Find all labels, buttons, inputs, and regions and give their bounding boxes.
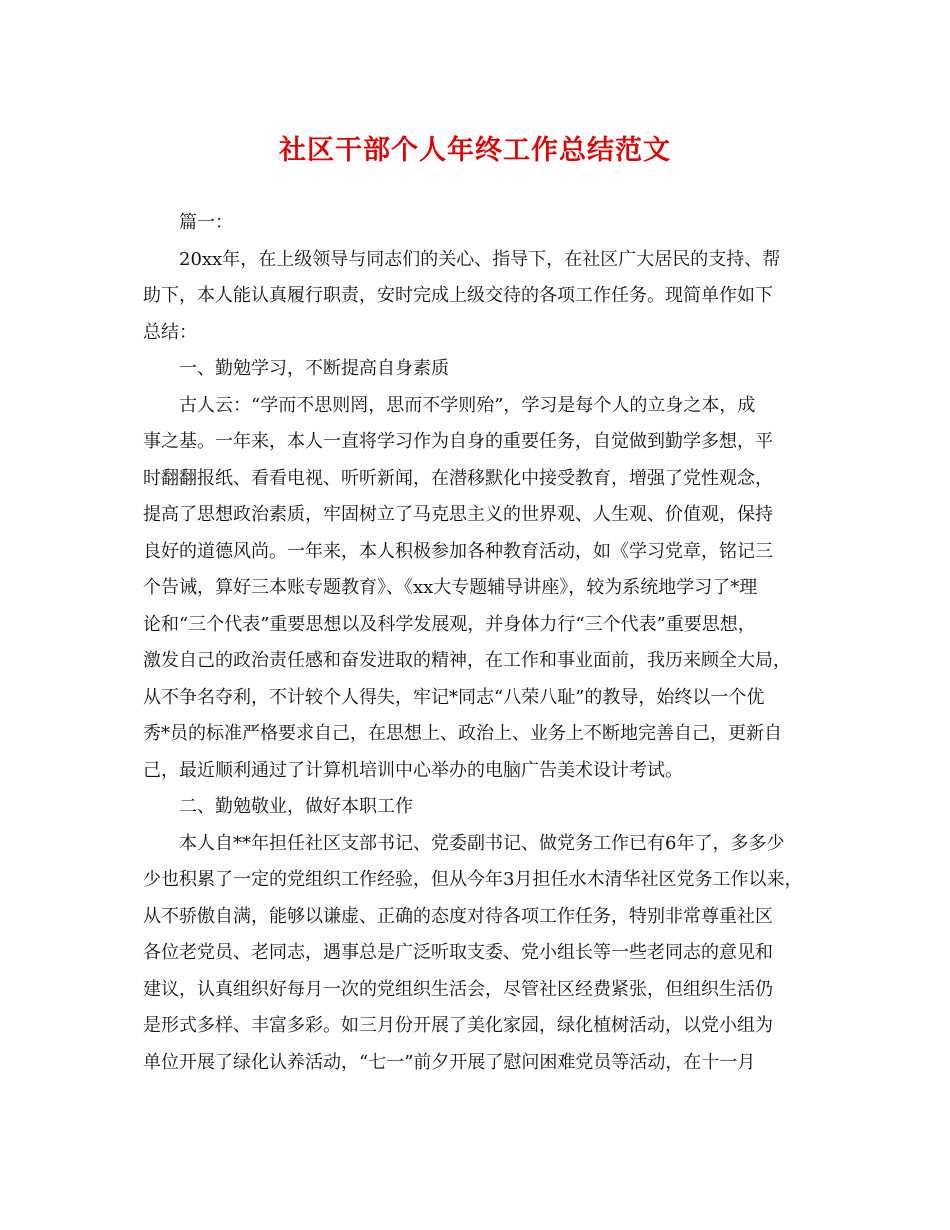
body-text-line: 提高了思想政治素质，牢固树立了马克思主义的世界观、人生观、价值观，保持 — [143, 504, 773, 525]
body-text-line: 从不骄傲自满，能够以谦虚、正确的态度对待各项工作任务，特别非常尊重社区 — [143, 905, 773, 927]
body-text-line: 本人自**年担任社区支部书记、党委副书记、做党务工作已有6年了，多多少 — [179, 832, 785, 854]
body-text-line: 各位老党员、老同志，遇事总是广泛听取支委、党小组长等一些老同志的意见和 — [143, 942, 773, 963]
body-text-line: 20xx年，在上级领导与同志们的关心、指导下，在社区广大居民的支持、帮 — [179, 248, 781, 270]
body-text-line: 秀*员的标准严格要求自己，在思想上、政治上、业务上不断地完善自己，更新自 — [143, 723, 782, 744]
body-text-line: 助下，本人能认真履行职责，安时完成上级交待的各项工作任务。现简单作如下 — [143, 285, 773, 306]
body-text-line: 古人云：“学而不思则罔，思而不学则殆”，学习是每个人的立身之本，成 — [179, 394, 756, 416]
body-text-line: 论和“三个代表”重要思想以及科学发展观，并身体力行“三个代表”重要思想， — [143, 613, 756, 635]
body-text-line: 从不争名夺利，不计较个人得失，牢记*同志“八荣八耻”的教导，始终以一个优 — [143, 686, 765, 708]
body-text-line: 激发自己的政治责任感和奋发进取的精神，在工作和事业面前，我历来顾全大局， — [143, 650, 791, 671]
body-text-line: 一、勤勉学习，不断提高自身素质 — [179, 358, 449, 379]
body-text-line: 良好的道德风尚。一年来，本人积极参加各种教育活动，如《学习党章，铭记三 — [143, 540, 773, 562]
body-text-line: 是形式多样、丰富多彩。如三月份开展了美化家园，绿化植树活动，以党小组为 — [143, 1015, 773, 1036]
document-title: 社区干部个人年终工作总结范文 — [279, 135, 671, 166]
body-text-line: 事之基。一年来，本人一直将学习作为自身的重要任务，自觉做到勤学多想，平 — [143, 431, 773, 452]
body-text-line: 个告诫，算好三本账专题教育》、《xx大专题辅导讲座》，较为系统地学习了*理 — [143, 577, 758, 598]
body-text-line: 单位开展了绿化认养活动，“七一”前夕开展了慰问困难党员等活动，在十一月 — [143, 1051, 756, 1073]
body-text-line: 总结： — [143, 321, 197, 343]
body-text-line: 时翻翻报纸、看看电视、听听新闻，在潜移默化中接受教育，增强了党性观念， — [143, 467, 773, 489]
body-text-line: 少也积累了一定的党组织工作经验，但从今年3月担任水木清华社区党务工作以来， — [143, 869, 803, 890]
body-text-line: 建议，认真组织好每月一次的党组织生活会，尽管社区经费紧张，但组织生活仍 — [143, 978, 773, 1000]
body-text-line: 己，最近顺利通过了计算机培训中心举办的电脑广告美术设计考试。 — [143, 759, 683, 781]
body-text-line: 篇一： — [179, 212, 233, 233]
document-body — [143, 205, 813, 1081]
body-text-line: 二、勤勉敬业，做好本职工作 — [179, 796, 413, 817]
